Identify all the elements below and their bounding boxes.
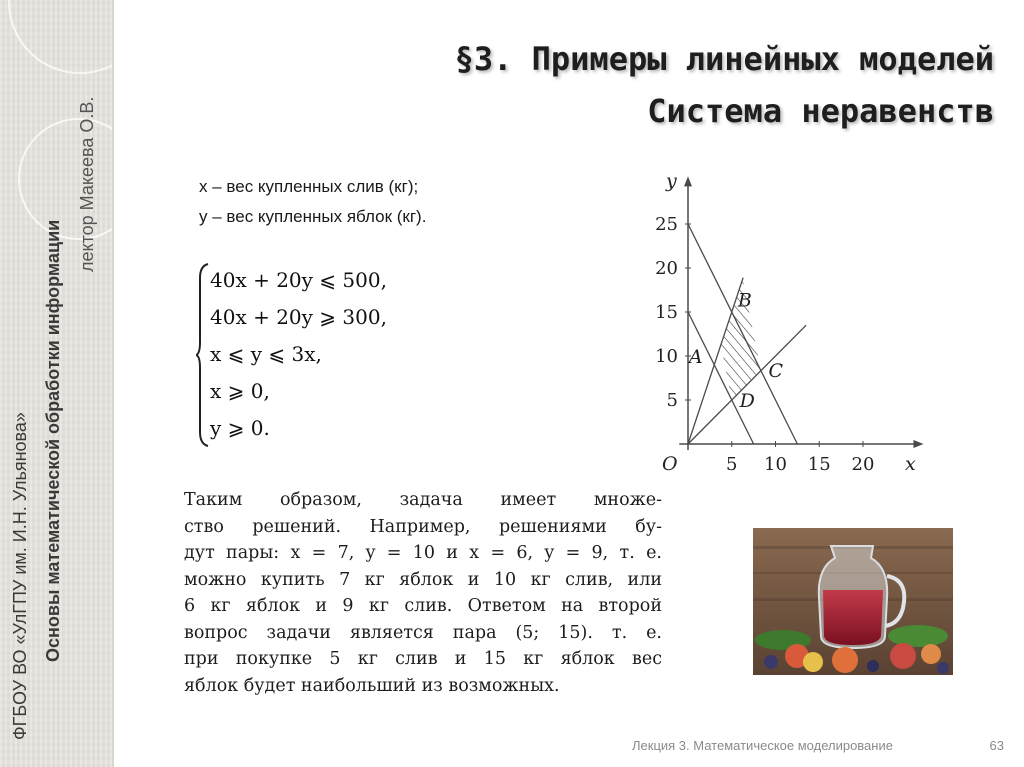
sidebar-band: [0, 0, 112, 767]
slide-title: §3. Примеры линейных моделей: [454, 40, 994, 78]
paragraph-line: яблок будет наибольший из возможных.: [184, 675, 560, 696]
definition-x: x – вес купленных слив (кг);: [199, 177, 419, 196]
decorative-ring: [8, 0, 112, 74]
sidebar-institution: ФГБОУ ВО «УлГПУ им. И.Н. Ульянова»: [10, 412, 30, 740]
inequality-3: x ⩽ y ⩽ 3x,: [210, 342, 322, 366]
paragraph-line: 6 кг яблок и 9 кг слив. Ответом на второй: [184, 596, 662, 616]
x-tick-label: 5: [726, 454, 738, 475]
feasible-region-graph: [622, 172, 932, 477]
x-tick-label: 20: [851, 454, 875, 475]
inequality-2: 40x + 20y ⩾ 300,: [210, 305, 387, 329]
x-axis-arrow: [914, 440, 924, 448]
y-tick-label: 20: [655, 258, 678, 279]
left-brace: [196, 262, 210, 448]
sidebar-course: Основы математической обработки информации: [43, 219, 63, 662]
x-tick-label: 15: [807, 454, 831, 475]
paragraph-line: дут пары: x = 7, y = 10 и x = 6, y = 9, т. е.: [184, 543, 662, 563]
sidebar-divider: [112, 0, 114, 767]
point-label-a: A: [688, 346, 703, 369]
page-number: 63: [989, 738, 1004, 753]
x-tick-label: 10: [764, 454, 787, 475]
origin-label: O: [662, 453, 678, 475]
x-axis-label: x: [905, 453, 916, 475]
inequality-4: x ⩾ 0,: [210, 379, 270, 403]
paragraph-line: при покупке 5 кг слив и 15 кг яблок вес: [184, 649, 662, 669]
y-tick-label: 5: [666, 390, 678, 411]
y-tick-label: 25: [655, 214, 678, 235]
fruit-jug-photo: [753, 528, 953, 675]
y-tick-label: 15: [655, 302, 678, 323]
paragraph-line: ство решений. Например, решениями бу-: [184, 516, 662, 537]
y-axis-arrow: [684, 176, 692, 186]
paragraph-line: вопрос задачи является пара (5; 15). т. е.: [184, 622, 662, 643]
paragraph-line: Таким образом, задача имеет множе-: [184, 490, 662, 510]
solution-paragraph: [184, 487, 662, 699]
definition-y: y – вес купленных яблок (кг).: [199, 207, 427, 226]
footer-lecture-title: Лекция 3. Математическое моделирование: [632, 738, 893, 753]
inequality-5: y ⩾ 0.: [210, 416, 270, 440]
point-label-b: B: [737, 289, 752, 312]
point-label-d: D: [739, 390, 755, 413]
y-axis-label: y: [666, 172, 677, 193]
inequality-1: 40x + 20y ⩽ 500,: [210, 268, 387, 292]
paragraph-line: можно купить 7 кг яблок и 10 кг слив, или: [184, 569, 662, 590]
point-label-c: C: [768, 360, 784, 383]
y-tick-label: 10: [655, 346, 678, 367]
sidebar-lecturer: лектор Макеева О.В.: [77, 96, 97, 272]
slide-subtitle: Система неравенств: [647, 92, 994, 130]
